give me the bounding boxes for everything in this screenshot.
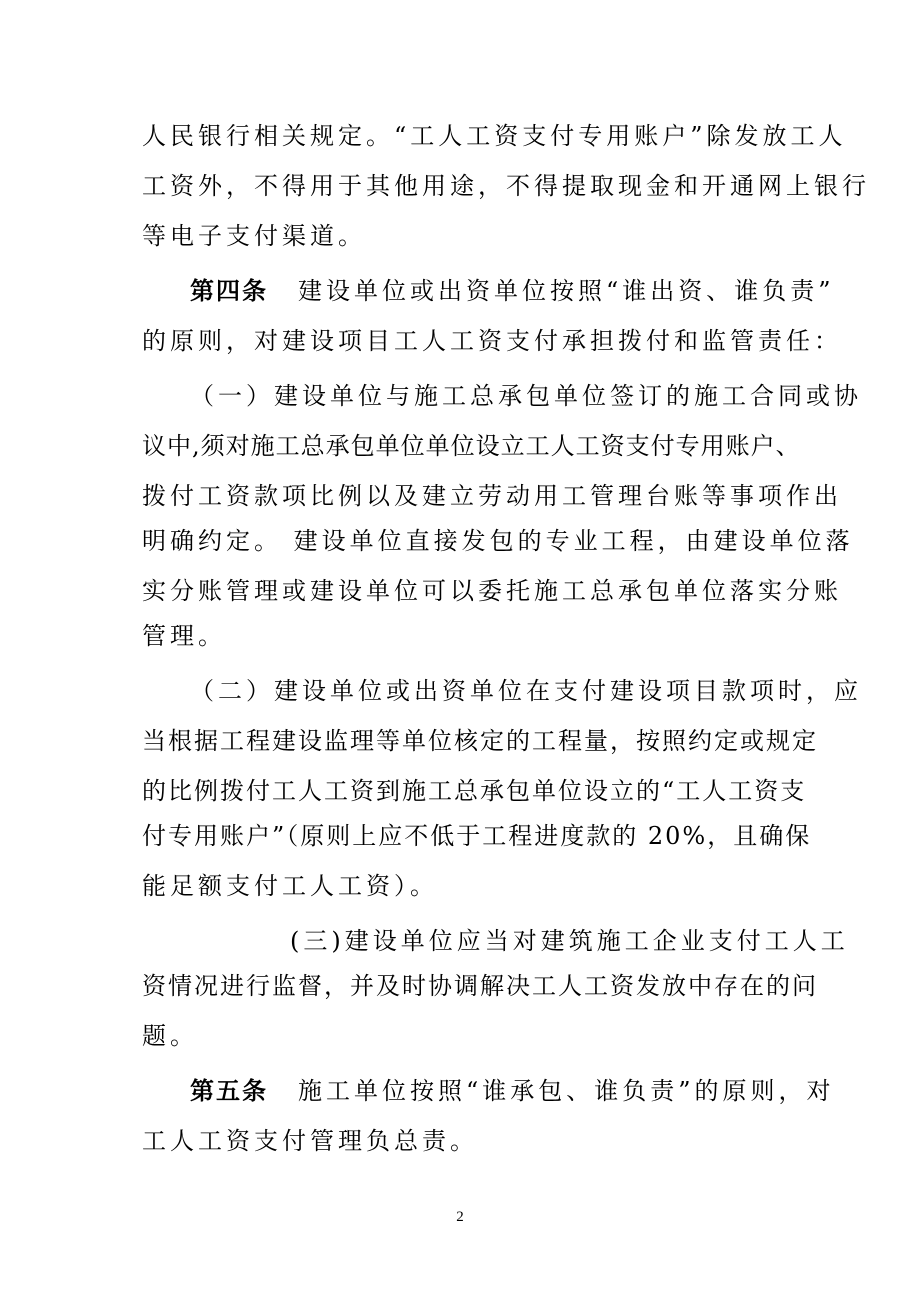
article-4-label: 第四条 — [190, 276, 268, 305]
paragraph-line: 题。 — [142, 1022, 198, 1050]
paragraph-line: 明确约定。 建设单位直接发包的专业工程，由建设单位落 — [142, 527, 854, 555]
paragraph-line: 当根据工程建设监理等单位核定的工程量，按照约定或规定 — [142, 727, 818, 755]
article-5-heading-line — [190, 1075, 835, 1107]
item-2-first-line: （二）建设单位或出资单位在支付建设项目款项时，应 — [190, 677, 862, 705]
paragraph-line: 管理。 — [142, 622, 226, 650]
paragraph-line: 付专用账户”（原则上应不低于工程进度款的 20%，且确保 — [142, 822, 812, 850]
paragraph-line: 能足额支付工人工资）。 — [142, 872, 438, 900]
item-3-first-line: (三)建设单位应当对建筑施工企业支付工人工 — [290, 927, 849, 955]
article-5-text: 施工单位按照“谁承包、谁负责”的原则，对 — [298, 1077, 835, 1105]
page-number: 2 — [456, 1209, 464, 1225]
item-1-first-line: （一）建设单位与施工总承包单位签订的施工合同或协 — [190, 382, 862, 410]
article-5-label: 第五条 — [190, 1076, 268, 1105]
paragraph-line: 议中,须对施工总承包单位单位设立工人工资支付专用账户、 — [142, 432, 801, 460]
paragraph-line: 拨付工资款项比例以及建立劳动用工管理台账等事项作出 — [142, 482, 842, 510]
paragraph-line: 工资外，不得用于其他用途，不得提取现金和开通网上银行 — [142, 172, 870, 200]
paragraph-line: 实分账管理或建设单位可以委托施工总承包单位落实分账 — [142, 577, 842, 605]
paragraph-line: 的比例拨付工人工资到施工总承包单位设立的“工人工资支 — [142, 777, 807, 805]
paragraph-line: 等电子支付渠道。 — [142, 222, 366, 250]
paragraph-line: 人民银行相关规定。“工人工资支付专用账户”除发放工人 — [142, 122, 847, 150]
paragraph-line: 的原则，对建设项目工人工资支付承担拨付和监管责任： — [142, 327, 842, 355]
paragraph-line: 工人工资支付管理负总责。 — [142, 1127, 478, 1155]
article-4-heading-line — [190, 275, 835, 307]
paragraph-line: 资情况进行监督，并及时协调解决工人工资发放中存在的问 — [142, 972, 818, 1000]
article-4-text: 建设单位或出资单位按照“谁出资、谁负责” — [298, 277, 835, 305]
